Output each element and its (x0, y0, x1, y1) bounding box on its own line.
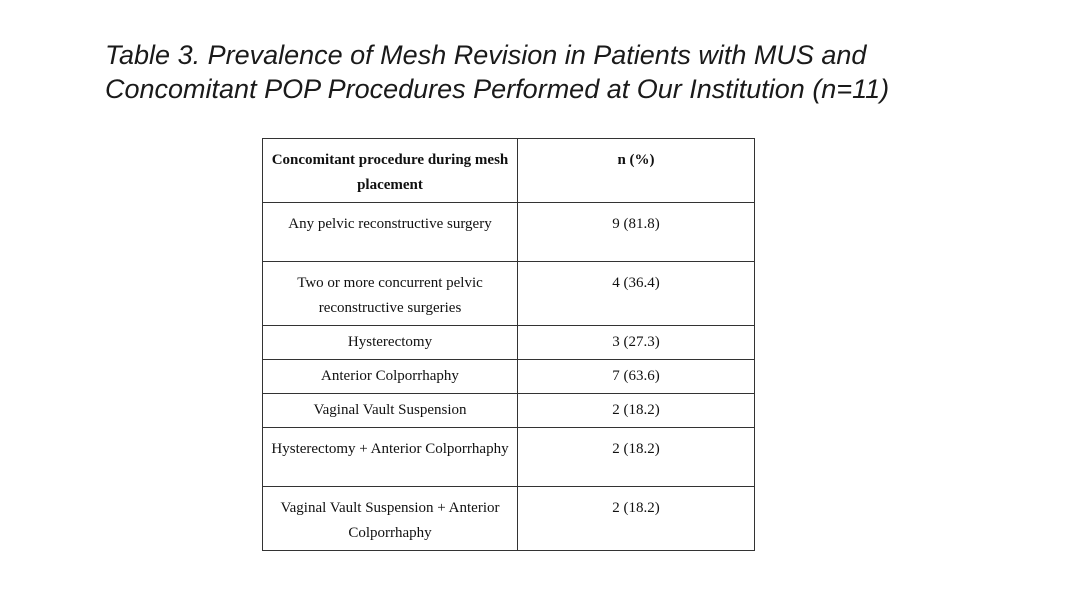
column-header-procedure: Concomitant procedure during mesh placement (263, 139, 518, 203)
value-cell: 2 (18.2) (518, 487, 755, 551)
procedure-table (262, 138, 755, 551)
procedure-cell: Hysterectomy + Anterior Colporrhaphy (263, 428, 518, 487)
value-cell: 2 (18.2) (518, 394, 755, 428)
value-cell: 7 (63.6) (518, 360, 755, 394)
table-row (263, 203, 755, 262)
procedure-cell: Vaginal Vault Suspension + Anterior Colporrhaphy (263, 487, 518, 551)
table-row (263, 360, 755, 394)
table-row (263, 262, 755, 326)
procedure-cell: Hysterectomy (263, 326, 518, 360)
slide-title-line-1: Table 3. Prevalence of Mesh Revision in Patients with MUS and (105, 40, 867, 70)
table-header-row (263, 139, 755, 203)
table-row (263, 326, 755, 360)
procedure-cell: Any pelvic reconstructive surgery (263, 203, 518, 262)
value-cell: 3 (27.3) (518, 326, 755, 360)
value-cell: 2 (18.2) (518, 428, 755, 487)
procedure-cell: Anterior Colporrhaphy (263, 360, 518, 394)
procedure-cell: Two or more concurrent pelvic reconstructive surgeries (263, 262, 518, 326)
column-header-n-percent: n (%) (518, 139, 755, 203)
slide-title-line-2: Concomitant POP Procedures Performed at Our Institution (n=11) (105, 74, 890, 104)
value-cell: 9 (81.8) (518, 203, 755, 262)
table-row (263, 428, 755, 487)
value-cell: 4 (36.4) (518, 262, 755, 326)
procedure-cell: Vaginal Vault Suspension (263, 394, 518, 428)
table-row (263, 487, 755, 551)
table-row (263, 394, 755, 428)
slide-title (105, 38, 1005, 106)
